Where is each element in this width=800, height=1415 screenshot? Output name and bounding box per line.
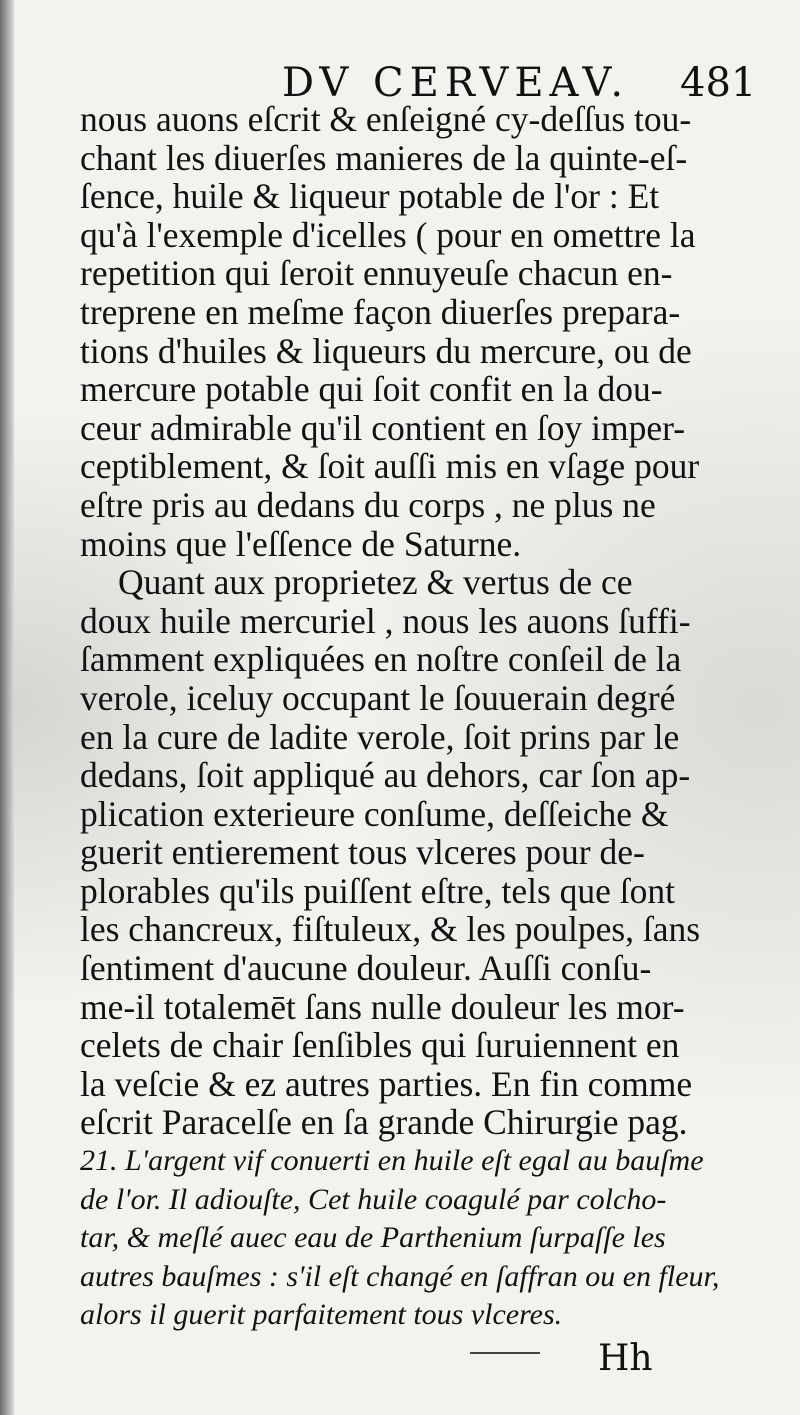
running-head: DV CERVEAV. (282, 60, 630, 106)
text-line: celets de chair ſenſibles qui ſuruiennent en (80, 1025, 680, 1066)
body-text (80, 100, 780, 1335)
text-line: ſamment expliquées en noſtre conſeil de la (80, 639, 682, 680)
text-line: doux huile mercuriel , nous les auons ſuffi- (80, 600, 691, 641)
text-line: en la cure de ladite verole, ſoit prins par le (80, 716, 680, 757)
italic-quote-line: alors il guerit parfaitement tous vlceres. (80, 1298, 563, 1332)
text-line: nous auons eſcrit & enſeigné cy-deſſus tou- (80, 99, 692, 139)
text-line: ceptiblement, & ſoit auſſi mis en vſage pour (80, 446, 700, 487)
text-line: guerit entierement tous vlceres pour de- (80, 832, 645, 873)
bleed-through-mark (470, 1352, 540, 1354)
page-number: 481 (680, 60, 757, 106)
text-line: verole, iceluy occupant le ſouuerain degré (80, 677, 676, 718)
italic-quote-line: 21. L'argent vif conuerti en huile eſt egal au bauſme (80, 1144, 704, 1178)
page-gutter-shadow (0, 0, 14, 1415)
text-line: me-il totalemēt ſans nulle douleur les mor- (80, 986, 685, 1027)
text-line: la veſcie & ez autres parties. En fin comme (80, 1063, 693, 1104)
text-line: tions d'huiles & liqueurs du mercure, ou de (80, 330, 692, 371)
text-line: repetition qui ſeroit ennuyeuſe chacun en- (80, 253, 673, 294)
italic-quote-line: autres bauſmes : s'il eſt changé en ſaffran ou en fleur, (80, 1259, 720, 1293)
italic-quote-line: tar, & meſlé auec eau de Parthenium ſurpaſſe les (80, 1221, 666, 1255)
text-line: treprene en meſme façon diuerſes prepara- (80, 291, 681, 332)
text-line: ſentiment d'aucune douleur. Auſſi conſu- (80, 948, 652, 989)
text-line: qu'à l'exemple d'icelles ( pour en omettre la (80, 214, 696, 255)
text-line: mercure potable qui ſoit confit en la dou- (80, 369, 663, 410)
italic-quote-line: de l'or. Il adiouſte, Cet huile coagulé par colcho- (80, 1182, 667, 1216)
text-line: les chancreux, fiſtuleux, & les poulpes, ſans (80, 909, 701, 950)
text-line: ſence, huile & liqueur potable de l'or : Et (80, 176, 660, 217)
paragraph-start-line: Quant aux proprietez & vertus de ce (118, 562, 633, 603)
text-line: chant les diuerſes manieres de la quinte-eſ- (80, 137, 688, 178)
text-line: eſtre pris au dedans du corps , ne plus ne (80, 484, 656, 525)
text-line: dedans, ſoit appliqué au dehors, car ſon ap- (80, 755, 691, 796)
signature-mark: Hh (598, 1338, 653, 1379)
text-line: moins que l'eſſence de Saturne. (80, 523, 522, 564)
text-line: plorables qu'ils puiſſent eſtre, tels que ſont (80, 870, 675, 911)
text-line: ceur admirable qu'il contient en ſoy imper- (80, 407, 686, 448)
text-line: plication exterieure conſume, deſſeiche & (80, 793, 669, 834)
text-line: eſcrit Paracelſe en ſa grande Chirurgie pag. (80, 1102, 688, 1143)
